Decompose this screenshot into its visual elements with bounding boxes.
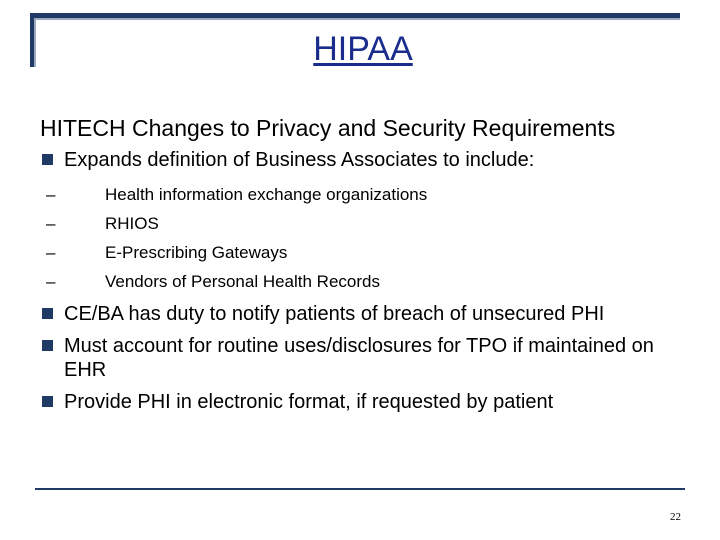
bottom-divider <box>35 488 685 490</box>
bullet-list <box>40 148 700 422</box>
square-bullet-icon <box>42 396 53 407</box>
sub-bullet-item <box>40 267 700 296</box>
dash-bullet-icon: – <box>46 272 56 291</box>
page-number: 22 <box>670 511 681 523</box>
sub-bullet-text: E-Prescribing Gateways <box>105 243 288 262</box>
sub-bullet-text: Vendors of Personal Health Records <box>105 272 380 291</box>
dash-bullet-icon: – <box>46 243 56 262</box>
bullet-text: CE/BA has duty to notify patients of breach of unsecured PHI <box>64 303 605 325</box>
square-bullet-icon <box>42 340 53 351</box>
sub-bullet-item <box>40 238 700 267</box>
bullet-text: Expands definition of Business Associates to include: <box>64 149 535 171</box>
slide-title: HIPAA <box>313 30 413 68</box>
sub-bullet-item <box>40 180 700 209</box>
bullet-text: Must account for routine uses/disclosures for TPO if maintained on EHR <box>64 335 654 381</box>
sub-bullet-text: Health information exchange organizations <box>105 185 428 204</box>
frame-top-shadow <box>34 18 680 20</box>
dash-bullet-icon: – <box>46 185 56 204</box>
sub-bullet-text: RHIOS <box>105 214 159 233</box>
square-bullet-icon <box>42 308 53 319</box>
square-bullet-icon <box>42 154 53 165</box>
bullet-item <box>40 390 700 414</box>
dash-bullet-icon: – <box>46 214 56 233</box>
slide-heading: HITECH Changes to Privacy and Security Requirements <box>40 115 616 141</box>
bullet-item <box>40 148 700 172</box>
sub-bullet-item <box>40 209 700 238</box>
sub-bullet-list <box>40 180 700 296</box>
bullet-item <box>40 302 700 326</box>
bullet-item <box>40 334 700 382</box>
bullet-text: Provide PHI in electronic format, if requested by patient <box>64 391 554 413</box>
